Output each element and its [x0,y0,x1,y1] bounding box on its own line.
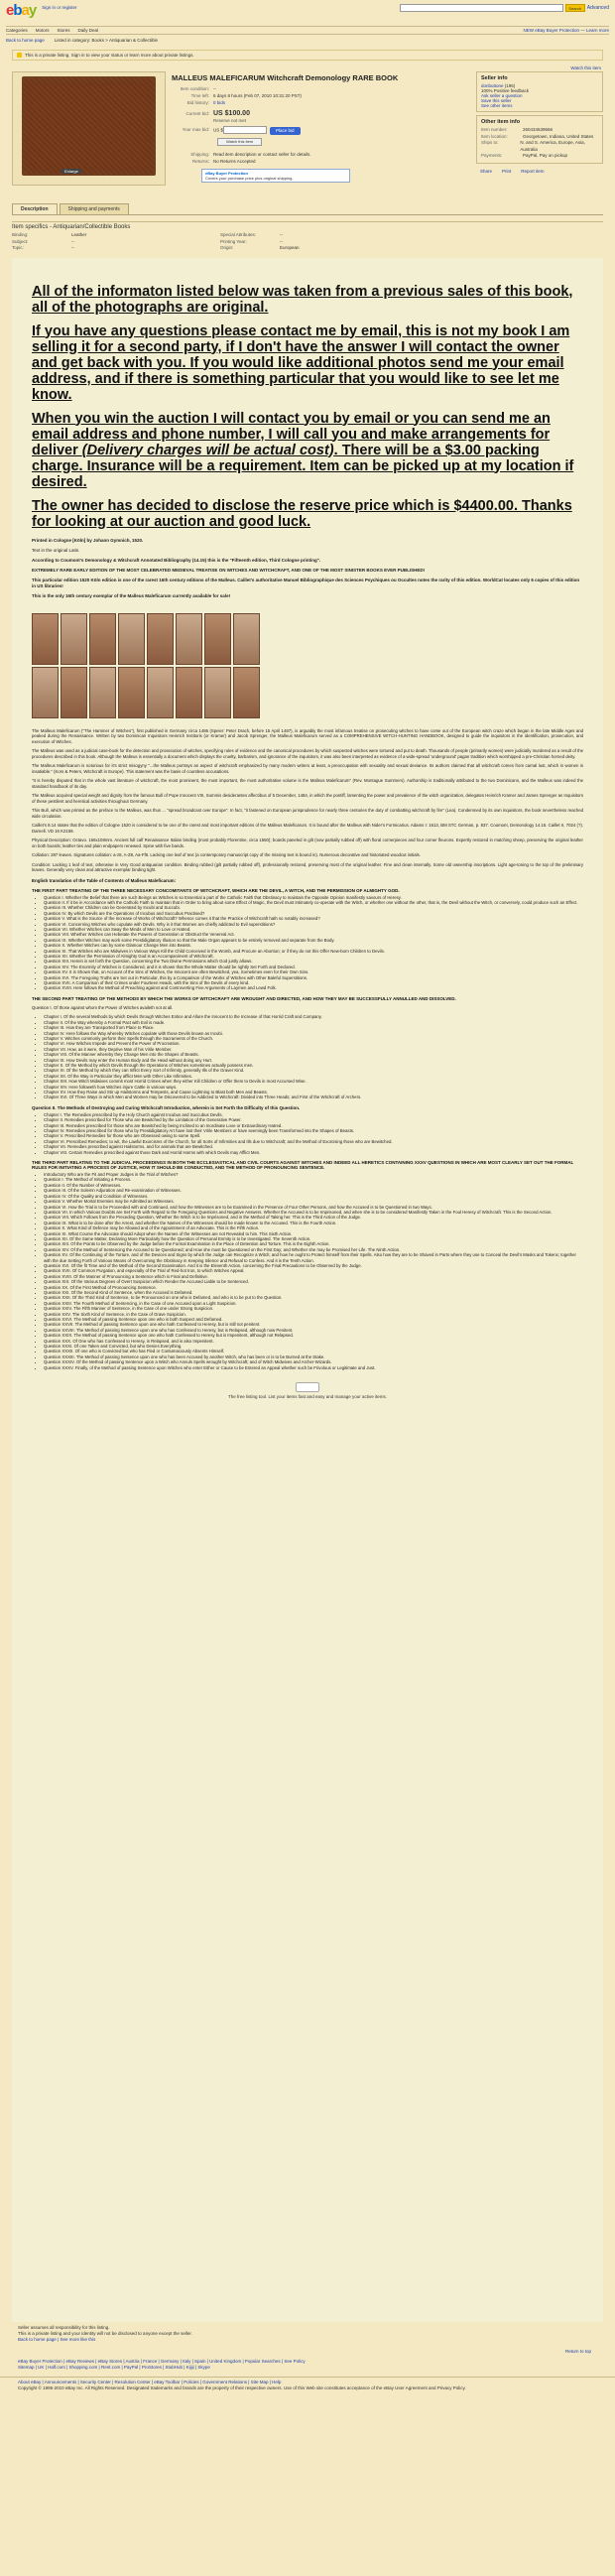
positive-feedback: 100% Positive feedback [481,88,530,93]
search-input[interactable] [400,4,563,12]
list-item: • Chapter I. The Remedies prescribed by the Holy Church against Incubus and Succubus Devils. [44,1112,583,1117]
list-item: • Question XII. Whether the Permission of Almighty God is an Accompaniment of Witchcraft. [44,954,583,959]
list-item: • Question XIV. Of the Method of Sentencing the Accused to be Questioned; and How she must be Questioned on the First Day; and Whether she may be Promised her Life. The Ninth Action. [44,1247,583,1252]
list-item: • Introductory Who are the Fit and Proper Judges in the Trial of Witches? [44,1172,583,1177]
list-item: • Chapter XI. Of the Method by which they can Inflict Every Sort of Infirmity, generally Ills of the Graver Kind. [44,1068,583,1073]
list-item: • Question XXIV. The Fifth Manner of Sentence, in the Case of one under Strong Suspicion. [44,1306,583,1311]
list-item: • Question I. The Method of Initiating a Process. [44,1177,583,1182]
list-item: • Question IV. By which Devils are the Operations of Incubus and Succubus Practised? [44,911,583,916]
list-item: • Question XX. Of the First Method of Pronouncing Sentence. [44,1285,583,1290]
item-number: 260434639666 [523,127,554,132]
list-item: • Question II. If it be in Accordance with the Catholic Faith to maintain that in Order to bring about some Effect of Magic, the Devil must Intimately co-operate with the Witch, or whether one without the other, that is, the Devil without the Witch, or conversely, could produce such an Effect. [44,900,583,905]
desc-photos-note: All of the informaton listed below was taken from a previous sales of this book, all of the photographs are original. [32,283,573,316]
list-item: • Chapter XIII. How Witch Midwives commit most Horrid Crimes when they either Kill Children or Offer them to Devils in most Accursed Wise. [44,1079,583,1084]
info-icon [17,53,22,58]
list-item: • Question XIX. Of the Various Degrees of Overt Suspicion which Render the Accused Liable to be Sentenced. [44,1279,583,1284]
list-item: • Question XXVI. The Method of passing Sentence upon one who is both Suspect and Defamed. [44,1317,583,1322]
photo-grid [32,613,260,718]
search-button[interactable]: Search [565,4,585,12]
list-item: • Question V. Whether Mortal Enemies may be Admitted as Witnesses. [44,1199,583,1204]
book-photo-14[interactable] [176,667,202,718]
list-item: • Chapter VI. Prescribed Remedies; to wit, the Lawful Exorcisms of the Church, for all Sorts of Infirmities and Ills due to Witchcraft; and the Method of Exorcising those who are Bewitched. [44,1139,583,1144]
book-photo-3[interactable] [89,613,116,665]
list-item: • Question I. Whether the Belief that there are such Beings as Witches is so Essential a part of the Catholic Faith that Obstinacy to maintain the Opposite Opinion manifestly savours of Heresy. [44,895,583,900]
shipping-info: Read item description or contact seller for details. [213,151,311,157]
spec-special: -- [280,232,283,237]
signin-link[interactable]: Sign in or register [42,5,77,10]
list-item: • Question XVI. Of the fit Time and of the Method of the Second Examination. And it is the Eleventh Action, concerning the Final Precautions to be Observed by the Judge. [44,1263,583,1268]
turbo-lister-badge: The free listing tool. List your items fast and easy and manage your active items. [32,1382,583,1399]
item-title: MALLEUS MALEFICARUM Witchcraft Demonology RARE BOOK [172,73,399,82]
list-item: • Question IV. Of the Quality and Condition of Witnesses. [44,1194,583,1199]
list-item: • Question XXVII. The Method of passing Sentence upon one who hath Confessed to Heresy, but is still not penitent. [44,1322,583,1327]
time-left: 6 days 8 hours (Feb 07, 2010 10:31:20 PST) [213,93,303,98]
buyer-protection-link[interactable]: NEW eBay Buyer Protection — Learn more [523,28,609,33]
list-item: • Chapter III. Remedies prescribed for those who are Bewitched by being Inclined to an Inordinate Love or Extraordinary Hatred. [44,1123,583,1128]
list-item: • Chapter VIII. Certain Remedies prescribed against those Dark and Horrid Harms with which Devils may Afflict Men. [44,1150,583,1155]
list-item: • Question XXXV. Finally, of the Method of passing Sentence upon Witches who enter Either or Cause to be Entered an Appeal whether such be Frivolous or Legitimate and Just. [44,1365,583,1370]
list-item: • Question X. What Kind of Defence may be Allowed and of the Appointment of an Advocate. This is the Fifth Action. [44,1225,583,1230]
search-area [400,2,609,12]
part2-remedies [32,1112,583,1155]
list-item: • Question XXX. Of One who has Confessed to Heresy, is Relapsed, and is also Impenitent. [44,1339,583,1344]
list-item: • Chapter IX. How Devils may enter the Human Body and the Head without doing any Hurt. [44,1058,583,1063]
list-item: • Question XIII. Herein is set forth the Question, concerning the Two Divine Permissions which God justly allows. [44,959,583,964]
list-item: • Question XXI. Of the Second Kind of Sentence, when the Accused is Defamed. [44,1290,583,1295]
item-details: MALLEUS MALEFICARUM Witchcraft Demonology RARE BOOK Item condition: -- Time left: 6 days 8 hours (Feb 07, 2010 10:31:20 PST) Bid history: 0 bids Current bid: US $100.00 Reserve not met Your max bid: US $ Place bid Watch this item Shipping: Read item description or contact seller for details. Returns: No Returns Accepted eBay Buyer Protection Covers your purchase price plus original shipping. [172,71,470,186]
item-gallery [12,71,166,186]
other-items-link[interactable]: See other items [481,103,513,108]
bid-amount-input[interactable] [223,126,267,134]
payments: PayPal, Pay on pickup [523,153,568,158]
advanced-search-link[interactable]: Advanced [586,5,609,11]
book-photo-5[interactable] [147,613,174,665]
book-photo-12[interactable] [118,667,145,718]
list-item: • Question XXXIV. Of the Method of passing Sentence upon a Witch who Annuls Spells wrought by Witchcraft; and of Witch Midwives and Archer-Wizards. [44,1359,583,1364]
list-item: • Question XXXII. Of one who is Convicted but who has Fled or Contumaciously Absents Himself. [44,1349,583,1353]
list-item: • Question XVIII. Of the Manner of Pronouncing a Sentence which is Final and Definitive. [44,1274,583,1279]
list-item: • Question XXV. The Sixth Kind of Sentence, in the Case of Grave Suspicion. [44,1312,583,1317]
list-item: • Chapter XV. How they Raise and Stir up Hailstorms and Tempests, and Cause Lightning to Blast both Men and Beasts. [44,1090,583,1095]
breadcrumb [0,35,615,46]
specifics-heading: Item specifics - Antiquarian/Collectible Books [12,224,131,230]
list-item: • Question XXII. Of the Third Kind of Sentence, to be Pronounced on one who is Defamed, and who is to be put to the Question. [44,1295,583,1300]
list-item: • Chapter XIV. Here followeth how Witches injure Cattle in various ways. [44,1085,583,1090]
footer-back-link[interactable]: Back to home page | See more like this [18,2336,96,2342]
other-info-box: Other item info Item number: 260434639666 Item location: Georgetown, Indiana, United States Ships to: N. and S. America, Europe, Asia, Australia Payments: PayPal, Pay on pickup [476,115,603,164]
private-listing-notice: This is a private listing. Sign in to view your status or learn more about private listings. [12,50,603,61]
list-item: • Question XVI. The Foregoing Truths are Set out in Particular, this by a Comparison of the Works of Witches with Other Baleful Superstitions. [44,975,583,980]
ask-seller-link[interactable]: Ask seller a question [481,93,523,98]
list-item: • Question III. Of the Solemn Adjuration and Re-examination of Witnesses. [44,1188,583,1193]
tab-shipping[interactable]: Shipping and payments [60,203,129,214]
list-item: • Chapter VIII. Of the Manner whereby they Change Men into the Shapes of Beasts. [44,1052,583,1057]
list-item: • Question XII. Of the Same Matter, Declaring More Particularly how the Question of Personal Enmity is to be Investigated. The Seventh Action. [44,1236,583,1241]
header [0,0,615,26]
list-item: • Chapter II. Of the Way whereby a Formal Pact with Evil is made. [44,1020,583,1025]
list-item: • Question XXVIII. The Method of passing Sentence upon one who has Confessed to Heresy, but is Relapsed, although now Penitent. [44,1328,583,1333]
seller-info-box [476,71,603,112]
item-description: All of the informaton listed below was taken from a previous sales of this book, all of the photographs are original. If you have any questions please contact me by email, this is not my book I am selling it for a second party, if I don't have the answer I will contact the owner and get back with you. If you would like additional photos send me your email address, and if there is something particular that you would like to see let me know. When you win the auction I will contact you by email or you can send me an email address and phone number, I will call you and make arrangements for deliver (Delivery charges will be actual cost). There will be a $3.00 packing charge. Insurance will be a requirement. Item can be picked up at my location if desired. The owner has decided to disclose the reserve price which is $4400.00. Thanks for looking at our auction and good luck. Printed in Cologne [Köln] by Johann Gymnich, 1520. Text in the original Latin. According to Coumont's Demonology & Witchcraft Annotated Bibliography (14.15) this is the "Fifteenth edition, Third Cologne printing". EXTREMELY RARE EARLY EDITION OF THE MOST CELEBRATED MEDIEVAL TREATISE ON WITCHES AND WITCHCRAFT, AND ONE OF THE MOST SINISTER BOOKS EVER PUBLISHED! This particular edition 1520 Köln edition is one of the rarest 16th century editions of the Malleus. Caillet's authoritative Manuel Bibliographique des Sciences Psychiques ou Occultes notes the rarity of this edition. WorldCat locates only 6 copies of this edition in US libraries! This is the only 16th century exemplar of the Malleus Maleficarum currently available for sale! The Malleus Maleficarum ("The Hammer of Witches"), first published in Germany circa 1486 (Speier: Peter Drach, before 15 April 1487), is arguably the most infamous treatise on prosecuting witches to have come out of the European witch craze which began in the late Middle Ages and peaked during the Renaissance. Written by two Dominican Inquisitors Heinrich Institoris (or Kramer) and Jacob Sprenger, the Malleus Maleficarum served as a COMPREHENSIVE WITCH-HUNTING HANDBOOK, designed to guide the inquisitors in the identification, prosecution, and execution of Witches. The Malleus was used as a judicial case-book for the detection and prosecution of witches, specifying rules of evidence and the canonical procedures by which suspected witches were tortured and put to death. Thousands of people (primarily women) were judicially murdered as a result of the procedures described in this book. Although the Malleus is essentially a document which displays the cruelty, barbarism, and ignorance of the inquisitors, it was also been interpreted as evidence of a wide-spread 'underground' pagan tradition which worshipped a pre-Christian horned deity. The Malleus Maleficarum is notorious for it's strict misogyny "...the Malleus portrays an aspect of witchcraft emphasized by many modern writers at least, a preoccupation with sexuality and sexual deviance. Its authors claimed that all witchcraft comes from carnal lust, which in women is insatiable." (Kors & Peters, Witchcraft in Europe). This statement was the basis of countless accusations. "It is hereby disputed that in the whole vast literature of witchcraft, the most prominent, the most important, the most authoritative volume is the Malleus Maleficarum" (Rev. Montague Summers). Authorship is traditionally attributed to the two Dominicans, and the Malleus was indeed the standard handbook of its day. The Malleus acquired special weight and dignity from the famous Bull of Pope Innocent VIII, Summis desiderantes affectibus of 5 December, 1484, in which the pontiff, lamenting the power and prevalence of the witch organization, delegates Heinrich Kramer and James Sprenger as Inquisitors of these pestilent and heretical activities throughout Germany. This Bull, which was printed as the preface to the Malleus, was thus ... "spread broadcast over Europe". In fact, "it fastened on European jurisprudence for nearly three centuries the duty of combatting witchcraft by fire" (Lea). Condemned by its own inquisitors, the book nevertheless reached wide circulation. Caillet's 8.14 states that the edition of Cologne 1520 is considered to be one of the rarest and most important editions of the Malleus Maleficarum. It is bound after the Malleus with Nider's Formicarius. Adams I: 1613, BM STC German, p. 837. Coumont, Demonology 14.15. Caillet II, 7024 (?). Darnell. VD 16 K2159. Physical Description: Octavo. 166x108mm. Ancient full calf Renaissance Italian binding (most probably Florentine, circa 1550); boards paneled in gilt (now partially rubbed off) with floral cornerpieces and four corner fleurons. Expertly restored in matching sheep, preserving the original leather on both boards; leather ties and plain endpapers renewed. Spine with five bands. Collation: 287 leaves. Signatures collation: a-z8, A-Z8, Aa-Ff8. Lacking one leaf of text (a contemporary manuscript copy of the missing text is bound in). Numerous decorative and historiated woodcut initials. Condition: Lacking 1 leaf of text, otherwise in Very Good antiquarian condition. Binding rubbed (gilt partially rubbed off), professionally restored, preserving most of the original leather. Fine and clean internally. Some old ownership inscriptions. Light age-toning to the top of the preliminary leaves. Generally very clean and attractive exemplar binding tight. English translation of the Table of Contents of Malleus Maleficarum: THE FIRST PART TREATING OF THE THREE NECESSARY CONCOMITANTS OF WITCHCRAFT, WHICH ARE THE DEVIL, A WITCH, AND THE PERMISSION OF ALMIGHTY GOD. • Question I. Whether the Belief that there are such Beings as Witches is so Essential a part of the Catholic Faith that Obstinacy to maintain the Opposite Opinion manifestly savours of Heresy. • Question II. If it be in Accordance with the Catholic Faith to maintain that in Order to bring about some Effect of Magic, the Devil must Intimately co-operate with the Witch, or whether one without the other, that is, the Devil without the Witch, or conversely, could produce such an Effect. • Question III. Whether Children can be Generated by Incubi and Succubi. • Question IV. By which Devils are the Operations of Incubus and Succubus Practised? • Question V. What is the Source of the Increase of Works of Witchcraft? Whence comes it that the Practice of Witchcraft hath so notably increased? • Question VI. Concerning Witches who copulate with Devils. Why is it that Women are chiefly addicted to Evil superstitions? • Question VII. Whether Witches can Sway the Minds of Men to Love or Hatred. • Question VIII. Whether Witches can Hebetate the Powers of Generation or Obstruct the Venereal Act. • Question IX. Whether Witches may work some Prestidigitatory Illusion so that the Male Organ appears to be entirely removed and separate from the Body. • Question X. Whether Witches can by some Glamour Change Men into Beasts. • Question XI. That Witches who are Midwives in Various Ways Kill the Child Conceived in the Womb, and Procure an Abortion; or if they do not this Offer New-born Children to Devils. • Question XII. Whether the Permission of Almighty God is an Accompaniment of Witchcraft. • Question XIII. Herein is set forth the Question, concerning the Two Divine Permissions which God justly allows. • Question XIV. The Enormity of Witches is Considered, and it is shown that the Whole Matter should be rightly Set Forth and Declared. • Question XV. It is Shown that, on Account of the Sins of Witches, the Innocent are often Bewitched, yea, Sometimes even for their Own Sins. • Question XVI. The Foregoing Truths are Set out in Particular, this by a Comparison of the Works of Witches with Other Baleful Superstitions. • Question XVII. A Comparison of their Crimes under Fourteen Heads, with the Sins of the Devils of every kind. • Question XVIII. Here follows the Method of Preaching against and Controverting Five Arguments of Laymen and Lewd Folk. THE SECOND PART TREATING OF THE METHODS BY WHICH THE WORKS OF WITCHCRAFT ARE WROUGHT AND DIRECTED, AND HOW THEY MAY BE SUCCESSFULLY ANNULLED AND DISSOLVED. Question I. Of those against whom the Power of Witches availeth not at all. • Chapter I. Of the several Methods by which Devils through Witches Entice and Allure the Innocent to the Increase of that Horrid Craft and Company. • Chapter II. Of the Way whereby a Formal Pact with Evil is made. • Chapter III. How they are Transported from Place to Place. • Chapter IV. Here follows the Way whereby Witches copulate with those Devils known as Incubi. • Chapter V. Witches commonly perform their Spells through the Sacraments of the Church. • Chapter VI. How Witches Impede and Prevent the Power of Procreation. • Chapter VII. How, as it were, they Deprive Man of his Virile Member. • Chapter VIII. Of the Manner whereby they Change Men into the Shapes of Beasts. • Chapter IX. How Devils may enter the Human Body and the Head without doing any Hurt. • Chapter X. Of the Method by which Devils through the Operations of Witches sometimes actually possess men. • Chapter XI. Of the Method by which they can Inflict Every Sort of Infirmity, generally Ills of the Graver Kind. • Chapter XII. Of the Way in Particular they afflict Men with Other Like Infirmities. • Chapter XIII. How Witch Midwives commit most Horrid Crimes when they either Kill Children or Offer them to Devils in most Accursed Wise. • Chapter XIV. Here followeth how Witches injure Cattle in various ways. • Chapter XV. How they Raise and Stir up Hailstorms and Tempests, and Cause Lightning to Blast both Men and Beasts. • Chapter XVI. Of Three Ways in which Men and Women may be Discovered to be Addicted to Witchcraft: Divided into Three Heads; and First of the Witchcraft of Archers. Question II. The Methods of Destroying and Curing Witchcraft Introduction, wherein is Set Forth the Difficulty of this Question. • Chapter I. The Remedies prescribed by the Holy Church against Incubus and Succubus Devils. • Chapter II. Remedies prescribed for Those who are Bewitched by the Limitation of the Generative Power. • Chapter III. Remedies prescribed for those who are Bewitched by being Inclined to an Inordinate Love or Extraordinary Hatred. • Chapter IV. Remedies prescribed for those who by Prestidigitatory Art have lost their Virile Members or have seemingly been Transformed into the Shapes of Beasts. • Chapter V. Prescribed Remedies for those who are Obsessed owing to some Spell. • Chapter VI. Prescribed Remedies; to wit, the Lawful Exorcisms of the Church, for all Sorts of Infirmities and Ills due to Witchcraft; and the Method of Exorcising those who are Bewitched. • Chapter VII. Remedies prescribed against Hailstorms, and for animals that are Bewitched. • Chapter VIII. Certain Remedies prescribed against those Dark and Horrid Harms with which Devils may Afflict Men. THE THIRD PART RELATING TO THE JUDICIAL PROCEEDINGS IN BOTH THE ECCLESIASTICAL AND CIVIL COURTS AGAINST WITCHES AND INDEED ALL HERETICS CONTAINING XXXV QUESTIONS IN WHICH ARE MOST CLEARLY SET OUT THE FORMAL RULES FOR INITIATING A PROCESS OF JUSTICE, HOW IT SHOULD BE CONDUCTED, AND THE METHOD OF PRONOUNCING SENTENCE. • Introductory Who are the Fit and Proper Judges in the Trial of Witches? • Question I. The Method of Initiating a Process. • Question II. Of the Number of Witnesses. • Question III. Of the Solemn Adjuration and Re-examination of Witnesses. • Question IV. Of the Quality and Condition of Witnesses. • Question V. Whether Mortal Enemies may be Admitted as Witnesses. • Question VI. How the Trial is to be Proceeded with and Continued, and how the Witnesses are to be Examined in the Presence of Four Other Persons, and how the Accused is to be Questioned in two Ways. • Question VII. In which Various Doubts are Set Forth with Regard to the Foregoing Questions and Negative Answers. Whether the Accused is to be Imprisoned, and when she is to be considered Manifestly Taken in the Foul Heresy of Witchcraft. This is the Second Action. • Question VIII. Which Follows from the Preceding Question, Whether the Witch is to be Imprisoned, and in the Method of Taking her. This is the Third Action of the Judge. • Question IX. What is to be done after the Arrest, and whether the Names of the Witnesses should be made known to the Accused. This is the Fourth Action. • Question X. What Kind of Defence may be Allowed and of the Appointment of an Advocate. This is the Fifth Action. • Question XI. What Course the Advocate should Adopt when the Names of the Witnesses are not Revealed to him. This Sixth Action. • Question XII. Of the Same Matter, Declaring More Particularly how the Question of Personal Enmity is to be Investigated. The Seventh Action. • Question XIII. Of the Points to be Observed by the Judge before the Formal Examination in the Place of Detention and Torture. This is the Eighth Action. • Question XIV. Of the Method of Sentencing the Accused to be Questioned; and How she must be Questioned on the First Day; and Whether she may be Promised her Life. The Ninth Action. • Question XV. Of the Continuing of the Torture, and of the Devices and Signs by which the Judge can Recognize a Witch; and how he ought to Protect himself from their Spells. Also how they are to be Shaved in Parts where they use to Conceal the Devil's Masks and Tokens; together with the due Setting Forth of Various Means of Overcoming the Obstinacy in Keeping Silence and Refusal to Confess. And it is the Tenth Action. • Question XVI. Of the fit Time and of the Method of the Second Examination. And it is the Eleventh Action, concerning the Final Precautions to be Observed by the Judge. • Question XVII. Of Common Purgation, and especially of the Trial of Red-hot Iron, to which Witches Appeal. • Question XVIII. Of the Manner of Pronouncing a Sentence which is Final and Definitive. • Question XIX. Of the Various Degrees of Overt Suspicion which Render the Accused Liable to be Sentenced. • Question XX. Of the First Method of Pronouncing Sentence. • Question XXI. Of the Second Kind of Sentence, when the Accused is Defamed. • Question XXII. Of the Third Kind of Sentence, to be Pronounced on one who is Defamed, and who is to be put to the Question. • Question XXIII. The Fourth Method of Sentencing, in the Case of one Accused upon a Light Suspicion. • Question XXIV. The Fifth Manner of Sentence, in the Case of one under Strong Suspicion. • Question XXV. The Sixth Kind of Sentence, in the Case of Grave Suspicion. • Question XXVI. The Method of passing Sentence upon one who is both Suspect and Defamed. • Question XXVII. The Method of passing Sentence upon one who hath Confessed to Heresy, but is still not penitent. • Question XXVIII. The Method of passing Sentence upon one who has Confessed to Heresy, but is Relapsed, although now Penitent. • Question XXIX. The Method of passing Sentence upon one who hath Confessed to Heresy but is Impenitent, although not Relapsed. • Question XXX. Of One who has Confessed to Heresy, is Relapsed, and is also Impenitent. • Question XXXI. Of one Taken and Convicted, but who Denies Everything. • Question XXXII. Of one who is Convicted but who has Fled or Contumaciously Absents Himself. • Question XXXIII. The Method of passing Sentence upon one who has been Accused by another Witch, who has been or is to be Burned at the Stake. • Question XXXIV. Of the Method of passing Sentence upon a Witch who Annuls Spells wrought by Witchcraft; and of Witch Midwives and Archer-Wizards. • Question XXXV. Finally, of the Method of passing Sentence upon Witches who enter Either or Cause to be Entered an Appeal whether such be Frivolous or Legitimate and Just. The free listing tool. List your items fast and easy and manage your active items. [12,258,603,2322]
list-item: • Question XXXIII. The Method of passing Sentence upon one who has been Accused by another Witch, who has been or is to be Burned at the Stake. [44,1354,583,1359]
book-photo-2[interactable] [61,613,87,665]
seller-name[interactable]: donbuttone [481,83,504,88]
spec-origin: European [280,245,300,250]
buyer-protection-box[interactable]: eBay Buyer Protection Covers your purchase price plus original shipping. [201,169,350,183]
item-section [0,71,615,186]
footer-links: eBay Buyer Protection | eBay Reviews | eBay Stores | Austria | France | Germany | Italy | Spain | United Kingdom | Popular Searches | See Policy Sitemap | UK | Half.com | Shopping.com | Rent.com | PayPal | ProStores | StubHub | Kijiji | Skype [18,2358,306,2370]
list-item: • Question VI. Concerning Witches who copulate with Devils. Why is it that Women are chiefly addicted to Evil superstitions? [44,922,583,927]
footer-notes: Seller assumes all responsibility for this listing. This is a private listing and your identity will not be disclosed to anyone except the seller. Back to home page | See more like this [0,2322,615,2346]
category-breadcrumb[interactable]: Listed in category: Books > Antiquarian & Collectible [54,38,158,43]
spec-year: -- [280,238,283,244]
list-item: • Chapter II. Remedies prescribed for Those who are Bewitched by the Limitation of the Generative Power. [44,1117,583,1122]
list-item: • Question XVIII. Here follows the Method of Preaching against and Controverting Five Arguments of Laymen and Lewd Folk. [44,985,583,990]
list-item: • Chapter III. How they are Transported from Place to Place. [44,1025,583,1030]
list-item: • Question XVII. Of Common Purgation, and especially of the Trial of Red-hot Iron, to which Witches Appeal. [44,1268,583,1273]
list-item: • Question IX. Whether Witches may work some Prestidigitatory Illusion so that the Male Organ appears to be entirely removed and separate from the Body. [44,938,583,943]
tab-bar [12,203,603,215]
list-item: • Question VIII. Whether Witches can Hebetate the Powers of Generation or Obstruct the Venereal Act. [44,932,583,937]
list-item: • Question XI. What Course the Advocate should Adopt when the Names of the Witnesses are not Revealed to him. This Sixth Action. [44,1231,583,1236]
spec-topic: -- [71,245,74,250]
list-item: • Chapter IV. Here follows the Way whereby Witches copulate with those Devils known as Incubi. [44,1031,583,1036]
place-bid-button[interactable]: Place bid [270,127,301,135]
book-photo-4[interactable] [118,613,145,665]
feedback-score[interactable]: (195) [504,83,516,88]
spec-binding: Leather [71,232,87,237]
list-item: • Question III. Whether Children can be Generated by Incubi and Succubi. [44,905,583,910]
book-photo-13[interactable] [147,667,174,718]
book-photo-11[interactable] [89,667,116,718]
nav-daily-deal[interactable]: Daily Deal [77,28,99,33]
book-photo-9[interactable] [32,667,59,718]
book-photo-7[interactable] [204,613,231,665]
tab-description[interactable]: Description [12,203,58,214]
list-item: • Question VII. In which Various Doubts are Set Forth with Regard to the Foregoing Questions and Negative Answers. Whether the Accused is to be Imprisoned, and when she is to be considered Manifestly Taken in the Foul Heresy of Witchcraft. This is the Second Action. [44,1210,583,1215]
nav-motors[interactable]: Motors [35,28,50,33]
book-photo-1[interactable] [32,613,59,665]
item-condition: -- [213,86,216,91]
book-photo-8[interactable] [233,613,260,665]
list-item: • Question V. What is the Source of the Increase of Works of Witchcraft? Whence comes it that the Practice of Witchcraft hath so notably increased? [44,916,583,921]
list-item: • Question VII. Whether Witches can Sway the Minds of Men to Love or Hatred. [44,927,583,932]
desc-contact-note: If you have any questions please contact me by email, this is not my book I am selling it for a second party, if I don't have the answer I will contact the owner and get back with you. If you would like additional photos send me your email address, and if there is something particular that you would like to see let me know. [32,322,570,403]
list-item: • Chapter IV. Remedies prescribed for those who by Prestidigitatory Art have lost their Virile Members or have seemingly been Transformed into the Shapes of Beasts. [44,1128,583,1133]
book-photo-6[interactable] [176,613,202,665]
return-to-top-link[interactable]: Return to top [564,2348,591,2354]
list-item: • Question XI. That Witches who are Midwives in Various Ways Kill the Child Conceived in the Womb, and Procure an Abortion; or if they do not this Offer New-born Children to Devils. [44,949,583,954]
desc-reserve-note: The owner has decided to disclose the reserve price which is $4400.00. Thanks for looking at our auction and good luck. [32,497,572,530]
list-item: • Chapter X. Of the Method by which Devils through the Operations of Witches sometimes actually possess men. [44,1063,583,1068]
list-item: • Chapter VII. How, as it were, they Deprive Man of his Virile Member. [44,1047,583,1052]
reserve-status: Reserve not met [213,118,247,123]
seller-heading: Seller info [481,75,508,81]
list-item: • Question IX. What is to be done after the Arrest, and whether the Names of the Witnesses should be made known to the Accused. This is the Fourth Action. [44,1221,583,1225]
book-photo[interactable] [22,76,156,176]
watch-item-button[interactable]: Watch this item [217,138,262,146]
list-item: • Question XXIX. The Method of passing Sentence upon one who hath Confessed to Heresy but is Impenitent, although not Relapsed. [44,1333,583,1338]
list-item: • Question XXXI. Of one Taken and Convicted, but who Denies Everything. [44,1344,583,1349]
list-item: • Chapter XII. Of the Way in Particular they afflict Men with Other Like Infirmities. [44,1074,583,1079]
list-item: • Question XIII. Of the Points to be Observed by the Judge before the Formal Examination in the Place of Detention and Torture. This is the Eighth Action. [44,1241,583,1246]
save-seller-link[interactable]: Save this seller [481,98,512,103]
ebay-logo[interactable]: ebay [6,2,37,19]
item-specifics: Item specifics - Antiquarian/Collectible Books Binding: Leather Special Attributes: -- Subject: -- Printing Year: -- Topic: -- Origin: European [12,221,603,252]
part1-questions [32,895,583,991]
list-item: • Chapter VI. How Witches Impede and Prevent the Power of Procreation. [44,1041,583,1046]
part3-questions [32,1172,583,1370]
share-bar [476,167,603,176]
turbo-lister-logo-icon[interactable] [296,1382,319,1392]
list-item: • Question X. Whether Witches can by some Glamour Change Men into Beasts. [44,943,583,948]
watch-link[interactable]: Watch this item [570,65,601,70]
sidebar [476,71,603,186]
list-item: • Chapter XVI. Of Three Ways in which Men and Women may be Discovered to be Addicted to Witchcraft: Divided into Three Heads; and First of the Witchcraft of Archers. [44,1095,583,1099]
copyright: Copyright © 1995-2010 eBay Inc. All Rights Reserved. Designated trademarks and brands are the property of their respective owners. Use of this Web site constitutes acceptance of the eBay User Agreement and Privacy Policy. [18,2384,466,2390]
list-item: • Question VI. How the Trial is to be Proceeded with and Continued, and how the Witnesses are to be Examined in the Presence of Four Other Persons, and how the Accused is to be Questioned in two Ways. [44,1205,583,1210]
item-location: Georgetown, Indiana, United States [523,133,594,139]
list-item: • Question II. Of the Number of Witnesses. [44,1183,583,1188]
list-item: • Question XV. Of the Continuing of the Torture, and of the Devices and Signs by which the Judge can Recognize a Witch; and how he ought to Protect himself from their Spells. Also how they are to be Shaved in Parts where they use to Conceal the Devil's Masks and Tokens; together with the due Setting Forth of Various Means of Overcoming the Obstinacy in Keeping Silence and Refusal to Confess. And it is the Tenth Action. [44,1252,583,1263]
spec-subject: -- [71,238,74,244]
list-item: • Question XV. It is Shown that, on Account of the Sins of Witches, the Innocent are often Bewitched, yea, Sometimes even for their Own Sins. [44,969,583,974]
returns-info: No Returns Accepted [213,158,256,164]
list-item: • Question VIII. Which Follows from the Preceding Question, Whether the Witch is to be Imprisoned, and in the Method of Taking her. This is the Third Action of the Judge. [44,1215,583,1220]
print-link[interactable]: Print [502,168,512,174]
share-link[interactable]: Share [480,168,493,174]
list-item: • Chapter V. Witches commonly perform their Spells through the Sacraments of the Church. [44,1036,583,1041]
enlarge-button[interactable]: Enlarge [62,169,81,174]
desc-delivery-note: When you win the auction I will contact you by email or you can send me an email address and phone number, I will call you and make arrangements for deliver (Delivery charges will be actual cost). There will be a $3.00 packing charge. Insurance will be a requirement. Item can be picked up at my location if desired. [32,410,574,490]
ships-to: N. and S. America, Europe, Asia, Australia [520,140,585,152]
footer-nav: About eBay | Announcements | Security Center | Resolution Center | eBay Toolbar | Policies | Government Relations | Site Map | Help Copyright © 1995-2010 eBay Inc. All Rights Reserved. Designated trademarks and brands are the property of their respective owners. Use of this Web site constitutes acceptance of the eBay User Agreement and Privacy Policy. [0,2377,615,2393]
report-item-link[interactable]: Report item [521,168,545,174]
current-bid: US $100.00 [213,110,250,117]
list-item: • Question XIV. The Enormity of Witches is Considered, and it is shown that the Whole Matter should be rightly Set Forth and Declared. [44,965,583,969]
part2-chapters [32,1014,583,1100]
nav-categories[interactable]: Categories [6,28,28,33]
list-item: • Question XXIII. The Fourth Method of Sentencing, in the Case of one Accused upon a Light Suspicion. [44,1301,583,1306]
bid-history-link[interactable]: 0 bids [213,100,226,105]
book-photo-15[interactable] [204,667,231,718]
nav-bar [6,26,609,35]
book-photo-16[interactable] [233,667,260,718]
list-item: • Chapter V. Prescribed Remedies for those who are Obsessed owing to some Spell. [44,1133,583,1138]
book-photo-10[interactable] [61,667,87,718]
list-item: • Question XVII. A Comparison of their Crimes under Fourteen Heads, with the Sins of the Devils of every kind. [44,980,583,985]
list-item: • Chapter I. Of the several Methods by which Devils through Witches Entice and Allure the Innocent to the Increase of that Horrid Craft and Company. [44,1014,583,1019]
list-item: • Chapter VII. Remedies prescribed against Hailstorms, and for animals that are Bewitched. [44,1144,583,1149]
back-home-link[interactable]: Back to home page [6,38,45,43]
nav-stores[interactable]: Stores [57,28,70,33]
